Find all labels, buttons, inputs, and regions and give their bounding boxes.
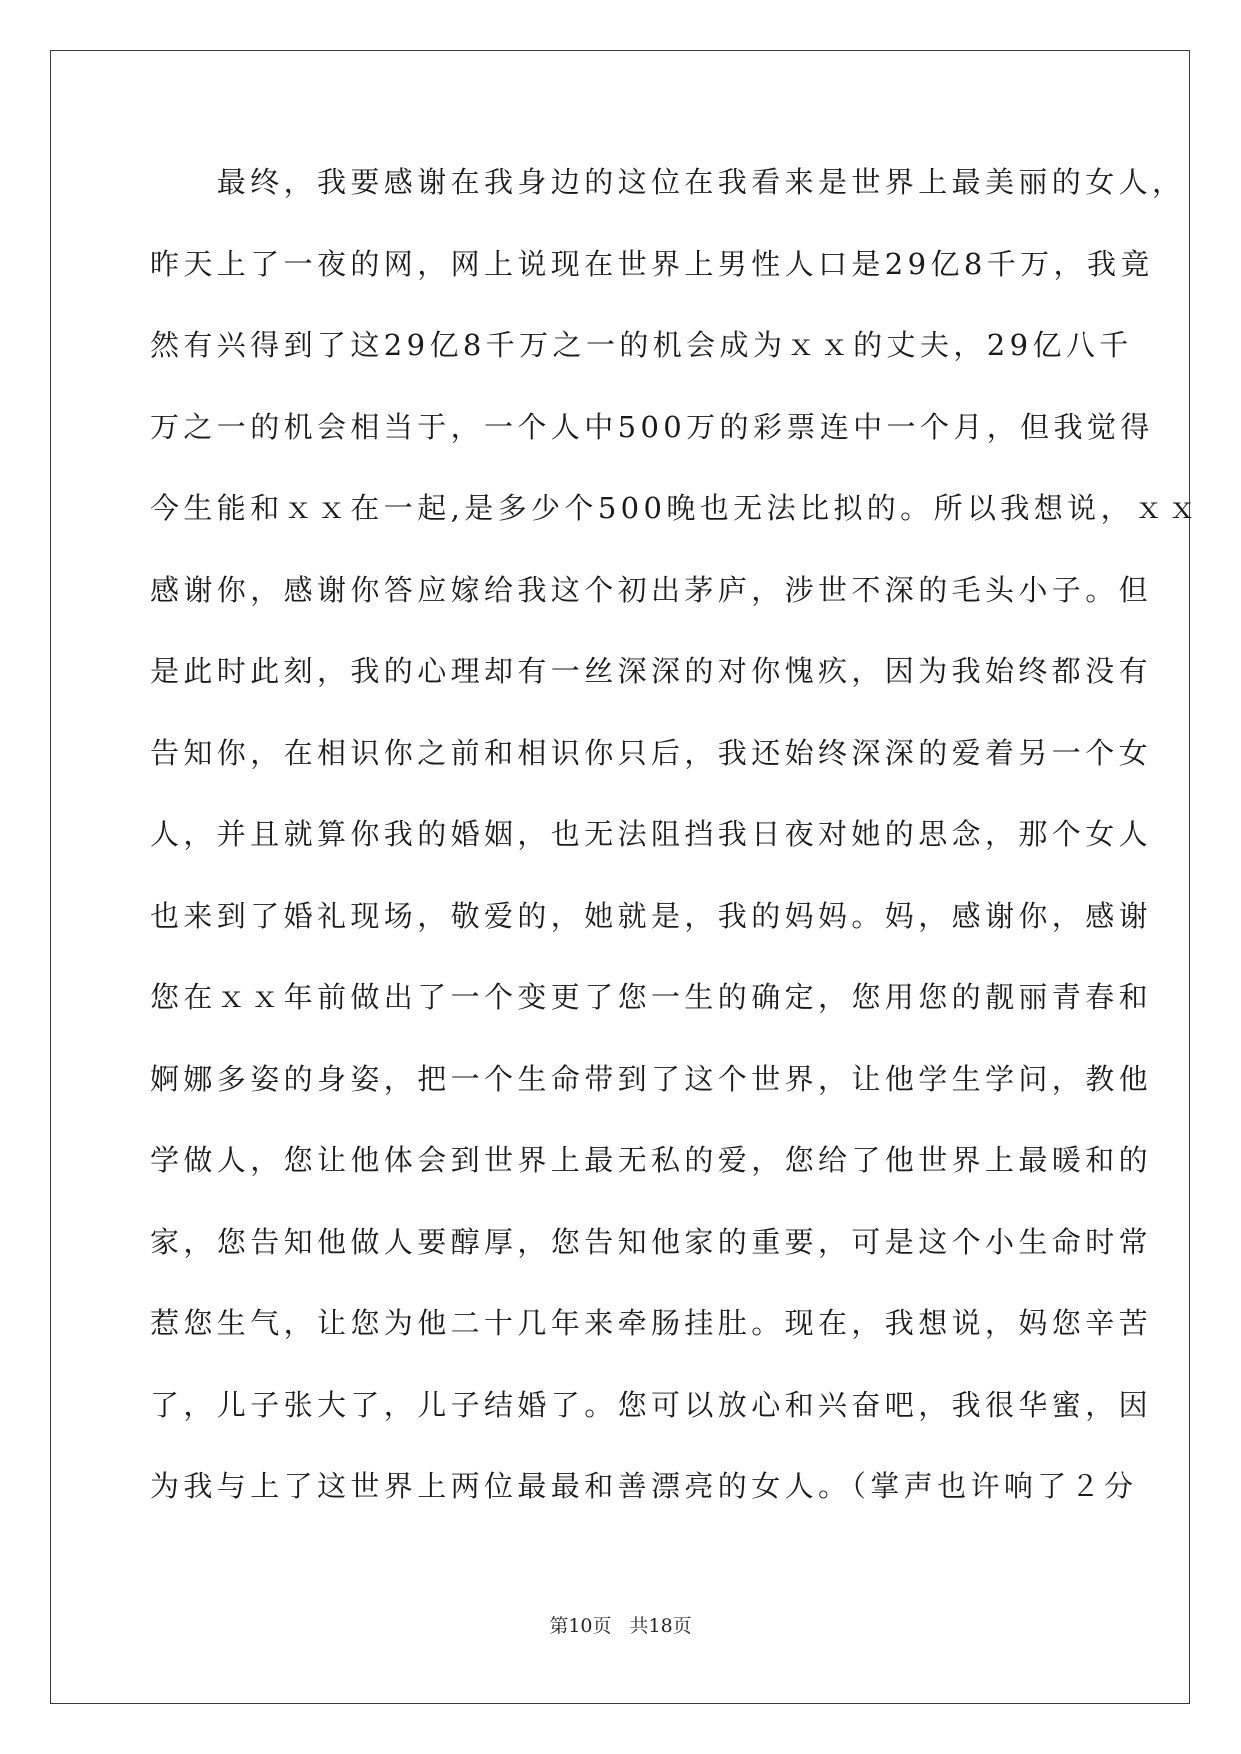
paragraph-line: 了，儿子张大了，儿子结婚了。您可以放心和兴奋吧，我很华蜜，因 — [150, 1387, 1153, 1422]
paragraph-line: 家，您告知他做人要醇厚，您告知他家的重要，可是这个小生命时常 — [150, 1224, 1153, 1259]
page-number-total: 共18页 — [629, 1615, 692, 1637]
document-body — [150, 154, 1201, 1540]
paragraph-line: 您在ｘｘ年前做出了一个变更了您一生的确定，您用您的靓丽青春和 — [150, 980, 1153, 1014]
paragraph-line: 最终，我要感谢在我身边的这位在我看来是世界上最美丽的女人， — [150, 165, 1186, 199]
page-footer — [0, 1611, 1241, 1638]
paragraph-line: 今生能和ｘｘ在一起,是多少个500晚也无法比拟的。所以我想说，ｘｘ — [150, 491, 1201, 525]
paragraph-line: 学做人，您让他体会到世界上最无私的爱，您给了他世界上最暖和的 — [150, 1143, 1153, 1177]
paragraph-line: 昨天上了一夜的网，网上说现在世界上男性人口是29亿8千万，我竟 — [150, 246, 1154, 281]
paragraph-line: 人，并且就算你我的婚姻，也无法阻挡我日夜对她的思念，那个女人 — [150, 817, 1153, 851]
page-number-current: 第10页 — [549, 1615, 612, 1637]
paragraph-line: 婀娜多姿的身姿，把一个生命带到了这个世界，让他学生学问，教他 — [150, 1061, 1153, 1096]
paragraph-line: 也来到了婚礼现场，敬爱的，她就是，我的妈妈。妈，感谢你，感谢 — [150, 898, 1153, 933]
paragraph-line: 然有兴得到了这29亿8千万之一的机会成为ｘｘ的丈夫，29亿八千 — [150, 328, 1133, 362]
paragraph-line: 万之一的机会相当于，一个人中500万的彩票连中一个月，但我觉得 — [150, 409, 1154, 444]
paragraph-line: 告知你，在相识你之前和相识你只后，我还始终深深的爱着另一个女 — [150, 735, 1153, 770]
paragraph-line: 惹您生气，让您为他二十几年来牵肠挂肚。现在，我想说，妈您辛苦 — [150, 1306, 1153, 1340]
paragraph-line: 是此时此刻，我的心理却有一丝深深的对你愧疚，因为我始终都没有 — [150, 654, 1153, 688]
paragraph-line: 为我与上了这世界上两位最最和善漂亮的女人。（掌声也许响了２分 — [150, 1469, 1138, 1503]
paragraph-line: 感谢你，感谢你答应嫁给我这个初出茅庐，涉世不深的毛头小子。但 — [150, 572, 1153, 607]
